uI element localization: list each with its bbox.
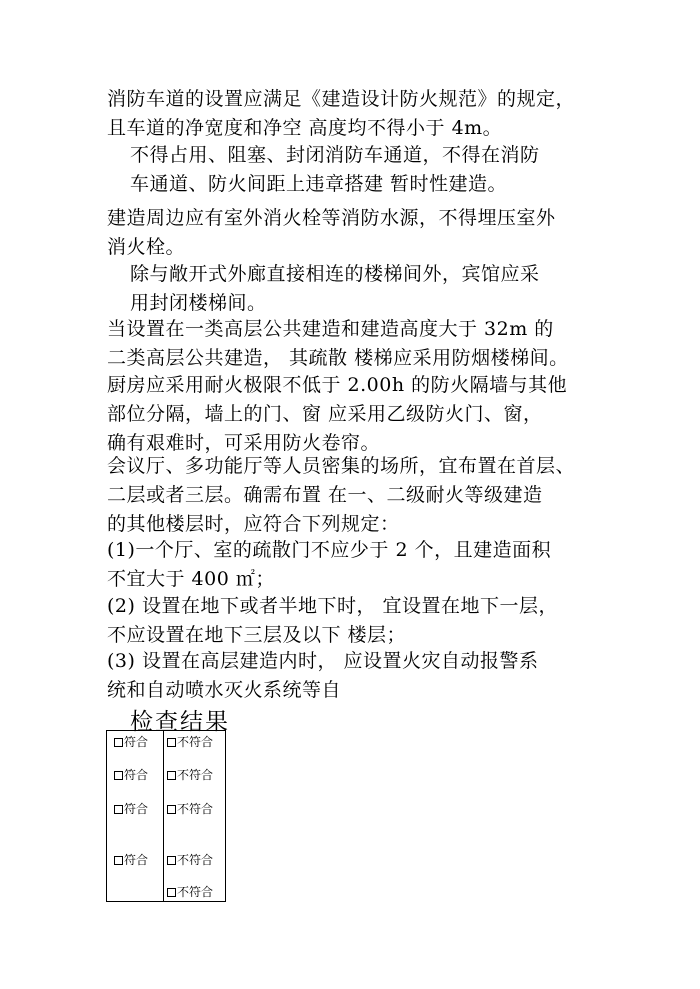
text-line: 部位分隔，墙上的门、窗 应采用乙级防火门、窗， [107, 403, 543, 425]
checkbox-icon[interactable] [167, 771, 176, 780]
paragraph-hydrant [107, 204, 556, 262]
text-line: 二层或者三层。确需布置 在一、二级耐火等级建造 [107, 484, 543, 506]
text-line: 不宜大于 400 ㎡； [107, 568, 275, 590]
checkbox-icon[interactable] [114, 771, 123, 780]
text-line: (1)一个厅、室的疏散门不应少于 2 个，且建造面积 [107, 539, 552, 561]
text-line: 不应设置在地下三层及以下 楼层； [107, 624, 407, 646]
text-line: 的其他楼层时，应符合下列规定： [107, 513, 400, 535]
text-line: 用封闭楼梯间。 [130, 292, 267, 314]
paragraph-kitchen [107, 371, 567, 458]
paragraph-stairwell [130, 260, 540, 318]
text-line: 当设置在一类高层公共建造和建造高度大于 32m 的 [107, 318, 554, 340]
text-line: 统和自动喷水灭火系统等自 [107, 679, 342, 701]
paragraph-no-obstruction [130, 141, 540, 199]
checkbox-icon[interactable] [114, 805, 123, 814]
paragraph-rule-1 [107, 536, 551, 594]
text-line: 除与敞开式外廊直接相连的楼梯间外，宾馆应采 [130, 263, 540, 285]
text-line: 车通道、防火间距上违章搭建 暂时性建造。 [130, 173, 508, 195]
checkbox-icon[interactable] [167, 738, 176, 747]
text-line: 消防车道的设置应满足《建造设计防火规范》的规定， [107, 88, 576, 110]
nonconform-option[interactable]: 不符合 [167, 802, 213, 816]
conform-option[interactable]: 符合 [114, 802, 148, 816]
text-line: 且车道的净宽度和净空 高度均不得小于 4m。 [107, 117, 503, 139]
results-table [106, 730, 226, 902]
nonconform-option[interactable]: 不符合 [167, 853, 213, 867]
text-line: 消火栓。 [107, 236, 186, 258]
paragraph-rule-2 [107, 592, 558, 650]
conform-option[interactable]: 符合 [114, 735, 148, 749]
checkbox-icon[interactable] [167, 856, 176, 865]
nonconform-option[interactable]: 不符合 [167, 768, 213, 782]
paragraph-smoke-stairwell [107, 315, 569, 373]
paragraph-fire-lane [107, 85, 575, 143]
checkbox-icon[interactable] [167, 805, 176, 814]
text-line: (3) 设置在高层建造内时， 应设置火灾自动报警系 [107, 650, 539, 672]
text-line: (2) 设置在地下或者半地下时， 宜设置在地下一层， [107, 595, 558, 617]
text-line: 建造周边应有室外消火栓等消防水源，不得埋压室外 [107, 207, 556, 229]
text-line: 不得占用、阻塞、封闭消防车通道，不得在消防 [130, 144, 540, 166]
checkbox-icon[interactable] [167, 888, 176, 897]
checkbox-icon[interactable] [114, 738, 123, 747]
conform-option[interactable]: 符合 [114, 768, 148, 782]
text-line: 厨房应采用耐火极限不低于 2.00h 的防火隔墙与其他 [107, 374, 568, 396]
conform-option[interactable]: 符合 [114, 853, 148, 867]
checkbox-icon[interactable] [114, 856, 123, 865]
text-line: 会议厅、多功能厅等人员密集的场所，宜布置在首层、 [107, 455, 576, 477]
paragraph-assembly-hall [107, 452, 575, 539]
nonconform-option[interactable]: 不符合 [167, 885, 213, 899]
paragraph-rule-3 [107, 647, 539, 705]
text-line: 二类高层公共建造， 其疏散 楼梯应采用防烟楼梯间。 [107, 347, 569, 369]
column-divider [163, 731, 164, 901]
nonconform-option[interactable]: 不符合 [167, 735, 213, 749]
results-heading: 检查结果 [130, 709, 230, 735]
text-line: 确有艰难时，可采用防火卷帘。 [107, 432, 381, 454]
